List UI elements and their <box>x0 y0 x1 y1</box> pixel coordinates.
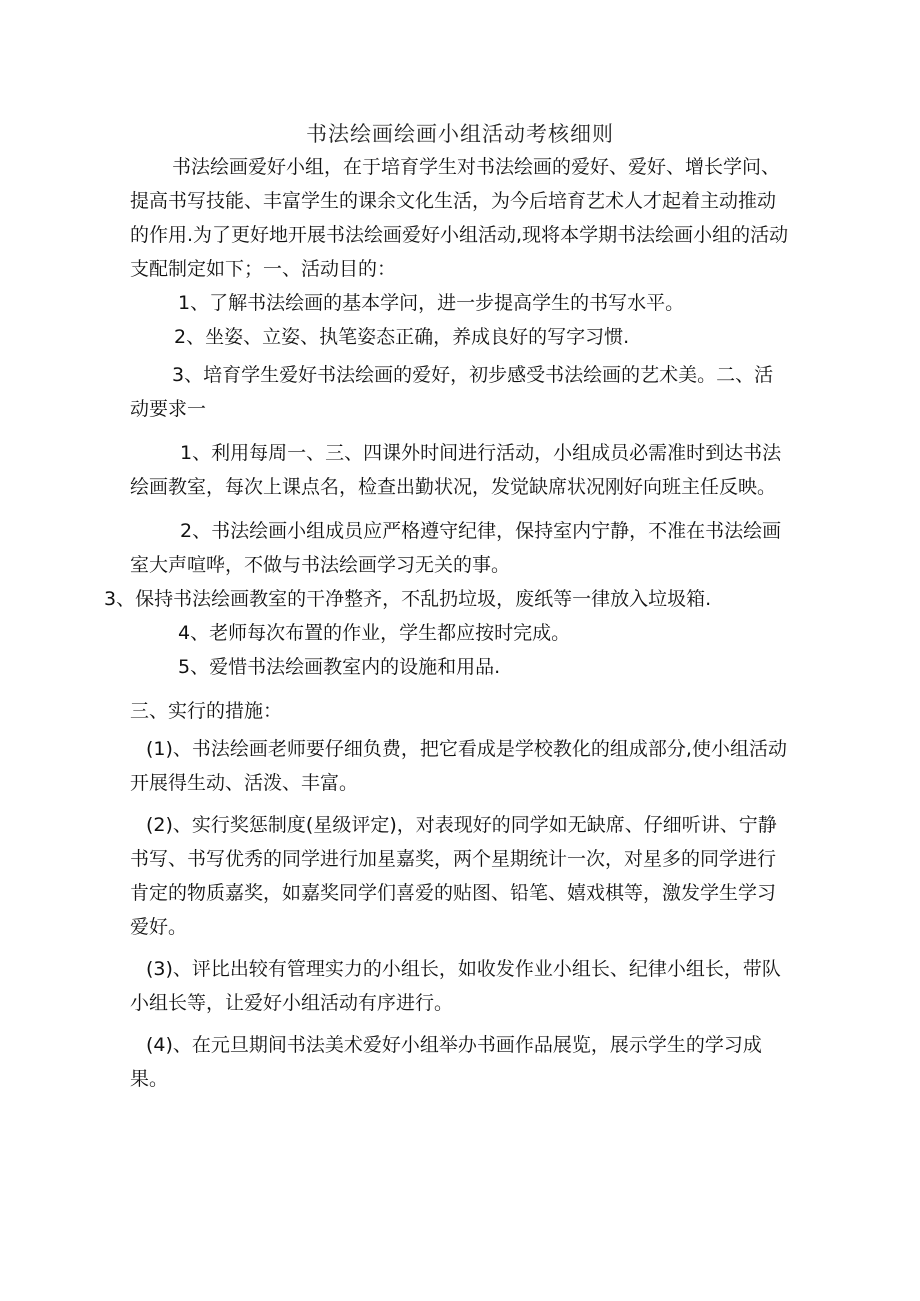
requirement-item: 4、老师每次布置的作业，学生都应按时完成。 <box>178 622 571 644</box>
measure-item: (2)、实行奖惩制度(星级评定)，对表现好的同学如无缺席、仔细听讲、宁静书写、书写优秀的同学进行加星嘉奖，两个星期统计一次，对星多的同学进行肯定的物质嘉奖，如嘉奖同学们喜爱的贴图、铅笔、嬉戏棋等，激发学生学习爱好。 <box>130 814 777 938</box>
requirement-item: 3、保持书法绘画教室的干净整齐，不乱扔垃圾，废纸等一律放入垃圾箱. <box>104 588 712 610</box>
requirement-item: 2、书法绘画小组成员应严格遵守纪律，保持室内宁静，不准在书法绘画室大声喧哗，不做与书法绘画学习无关的事。 <box>130 520 782 576</box>
measure-item: (3)、评比出较有管理实力的小组长，如收发作业小组长、纪律小组长，带队小组长等，让爱好小组活动有序进行。 <box>130 958 781 1014</box>
intro-paragraph: 书法绘画爱好小组，在于培育学生对书法绘画的爱好、爱好、增长学问、提高书写技能、丰富学生的课余文化生活，为今后培育艺术人才起着主动推动的作用.为了更好地开展书法绘画爱好小组活动,现将本学期书法绘画小组的活动支配制定如下；一、活动目的： <box>130 156 789 280</box>
goal-item: 2、坐姿、立姿、执笔姿态正确，养成良好的写字习惯. <box>174 326 630 348</box>
goal-item: 3、培育学生爱好书法绘画的爱好，初步感受书法绘画的艺术美。二、活动要求一 <box>130 364 774 420</box>
goal-item: 1、了解书法绘画的基本学问，进一步提高学生的书写水平。 <box>178 292 685 314</box>
section-heading: 三、实行的措施： <box>130 700 283 722</box>
document-body <box>104 150 790 1096</box>
document-title: 书法绘画绘画小组活动考核细则 <box>306 122 614 146</box>
requirement-item: 5、爱惜书法绘画教室内的设施和用品. <box>178 656 501 678</box>
measure-item: (1)、书法绘画老师要仔细负费，把它看成是学校教化的组成部分,使小组活动开展得生动、活泼、丰富。 <box>130 738 787 794</box>
requirement-item: 1、利用每周一、三、四课外时间进行活动，小组成员必需准时到达书法绘画教室，每次上课点名，检查出勤状况，发觉缺席状况刚好向班主任反映。 <box>130 442 782 498</box>
measure-item: (4)、在元旦期间书法美术爱好小组举办书画作品展览，展示学生的学习成果。 <box>130 1034 762 1090</box>
